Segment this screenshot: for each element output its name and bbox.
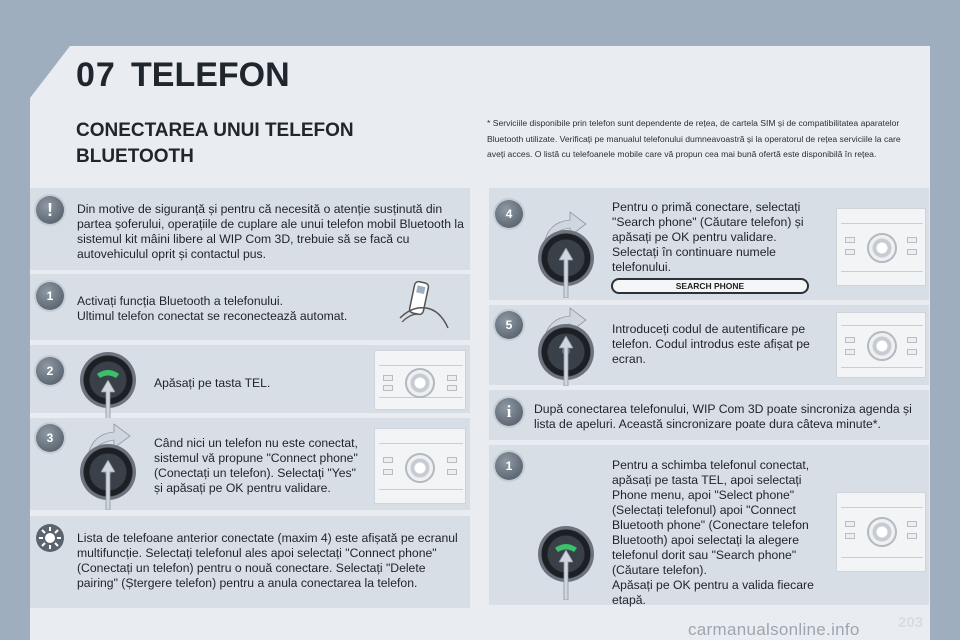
page-number: 203: [898, 614, 924, 631]
radio-panel-image: [836, 492, 926, 572]
change-phone-text: Pentru a schimba telefonul conectat, apăsați pe tasta TEL, apoi selectați Phone menu, apoi "Select phone" (Selectați telefonul) apoi "Connect Bluetooth phone" (Conectare telefon Bluetooth) apoi selectați la alegere telefonul dorit sau "Search phone" (Căutare telefon). Apăsați pe OK pentru a valida fiecare etapă.: [612, 458, 814, 607]
warning-text: Din motive de siguranță și pentru că necesită o atenție susținută din partea șoferului, operațiile de cuplare ale unui telefon mobil Bluetooth la sistemul kit mâini libere al WIP Com 3D, trebuie să se facă cu autovehiculul oprit și contactul pus.: [77, 202, 464, 261]
step4-text: Pentru o primă conectare, selectați "Search phone" (Căutare telefon) și apăsați pe OK pentru validare. Selectați în continuare numele telefonului.: [612, 200, 804, 274]
watermark: carmanualsonline.info: [688, 620, 860, 639]
info-text: După conectarea telefonului, WIP Com 3D poate sincroniza agenda și lista de apeluri. Această sincronizare poate dura câteva minute*.: [534, 402, 912, 431]
section-title-line1: CONECTAREA UNUI TELEFON: [76, 120, 354, 141]
change-phone-badge: 1: [495, 452, 523, 480]
step2-text: Apăsați pe tasta TEL.: [154, 376, 271, 390]
radio-panel-image: [374, 428, 466, 504]
step5-badge: 5: [495, 311, 523, 339]
press-arrow-icon: [559, 336, 573, 386]
tab-corner: [30, 46, 70, 98]
search-phone-button[interactable]: SEARCH PHONE: [611, 278, 809, 294]
step4-badge: 4: [495, 200, 523, 228]
step2-badge: 2: [36, 357, 64, 385]
chapter-number: 07: [76, 56, 116, 94]
press-arrow-icon: [559, 248, 573, 298]
tip-text: Lista de telefoane anterior conectate (maxim 4) este afișată pe ecranul multifuncție. Selectați telefonul ales apoi selectați "Connect phone" (Conectați un telefon) pentru o nouă conectare. Selectați "Delete pairing" (Ștergere telefon) pentru a anula conectarea la telefon.: [77, 531, 458, 590]
footnote: * Serviciile disponibile prin telefon sunt dependente de rețea, de cartela SIM și de compatibilitatea aparatelor Bluetooth utilizate. Verificați pe manualul telefonului dumneavoastră și la operatorul de rețea serviciile la care aveți acces. O listă cu telefoanele mobile care vă propun cea mai bună ofertă este disponibilă în rețea.: [487, 118, 901, 159]
sun-icon: [36, 524, 64, 552]
step1-text: Activați funcția Bluetooth a telefonului. Ultimul telefon conectat se reconectează automat.: [77, 294, 348, 323]
page-title: TELEFON: [131, 56, 290, 94]
step3-text: Când nici un telefon nu este conectat, sistemul vă propune "Connect phone" (Conectați un telefon). Selectați "Yes" și apăsați pe OK pentru validare.: [154, 436, 358, 495]
radio-panel-image: [374, 350, 466, 410]
section-title: [76, 118, 406, 170]
hand-phone-icon: [392, 278, 456, 336]
step5-text: Introduceți codul de autentificare pe telefon. Codul introdus este afișat pe ecran.: [612, 322, 810, 366]
press-arrow-icon: [101, 460, 115, 510]
radio-panel-image: [836, 312, 926, 378]
exclamation-icon: !: [36, 196, 64, 224]
step1-badge: 1: [36, 282, 64, 310]
press-arrow-icon: [559, 550, 573, 600]
step3-badge: 3: [36, 424, 64, 452]
section-title-line2: BLUETOOTH: [76, 146, 194, 167]
radio-panel-image: [836, 208, 926, 286]
info-icon: i: [495, 398, 523, 426]
